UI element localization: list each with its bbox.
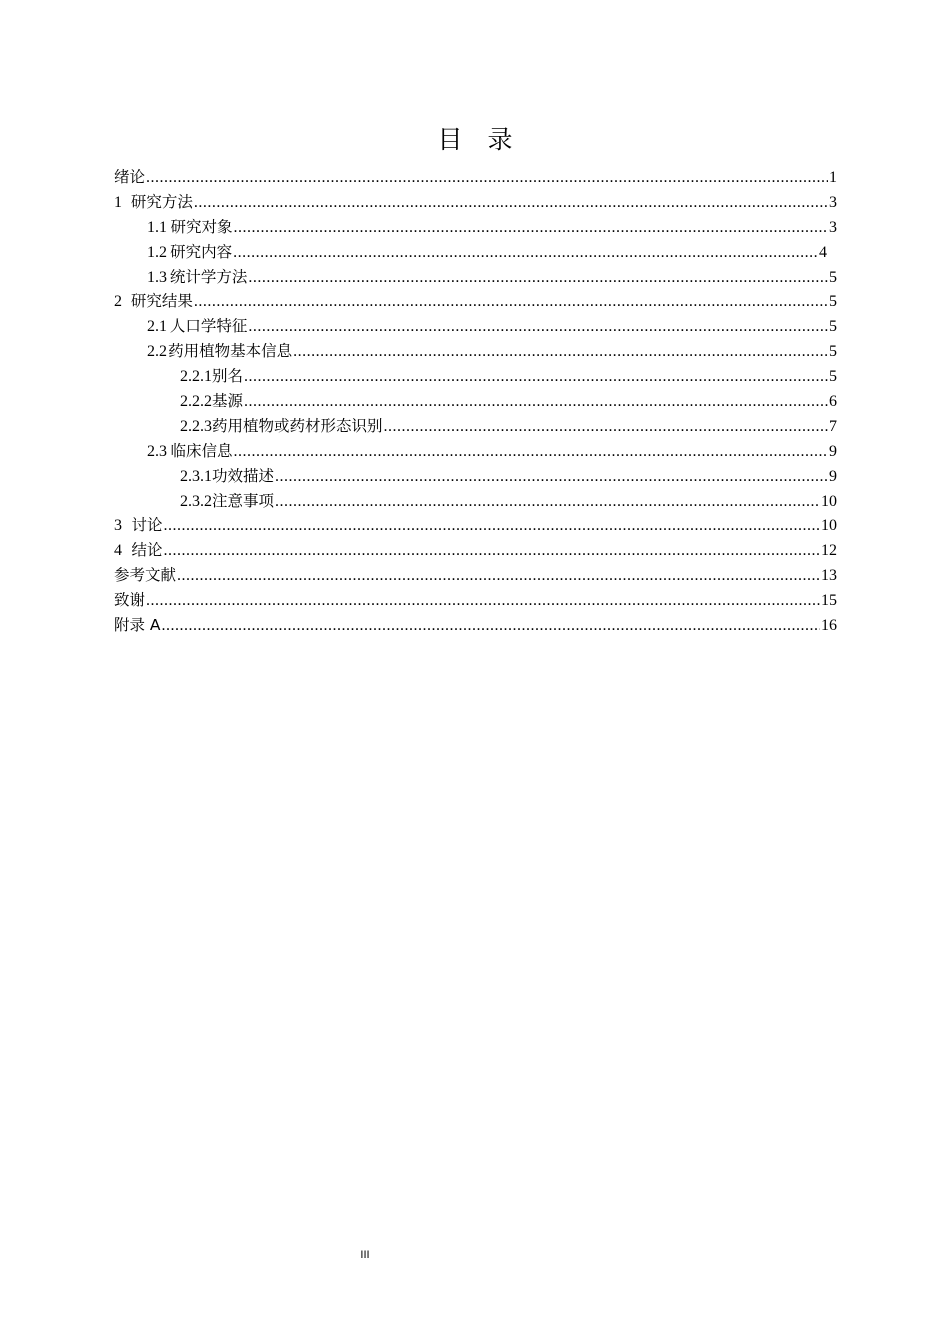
toc-entry-1-3[interactable] bbox=[114, 265, 837, 290]
toc-entry-text: 研究方法 bbox=[130, 192, 193, 211]
toc-entry-text: 研究对象 bbox=[170, 217, 233, 236]
toc-entry-page: 5 bbox=[829, 343, 837, 361]
toc-leader-dots bbox=[233, 241, 818, 266]
toc-entry-text: 研究结果 bbox=[130, 292, 193, 311]
toc-list bbox=[114, 165, 837, 638]
toc-entry-2[interactable] bbox=[114, 289, 837, 314]
toc-entry-number: 1.2 bbox=[147, 243, 167, 261]
toc-leader-dots bbox=[293, 340, 828, 365]
toc-leader-dots bbox=[248, 315, 828, 340]
toc-entry-text: 附录 A bbox=[114, 616, 161, 635]
toc-entry-number: 2.3.2 bbox=[180, 492, 212, 510]
toc-entry-2-3-2[interactable] bbox=[114, 489, 837, 514]
toc-entry-page: 5 bbox=[829, 368, 837, 386]
toc-leader-dots bbox=[164, 514, 821, 539]
toc-entry-text: 绪论 bbox=[114, 168, 146, 186]
toc-entry-text: 研究内容 bbox=[170, 242, 233, 261]
toc-entry-number: 1 bbox=[114, 193, 122, 211]
toc-leader-dots bbox=[233, 216, 828, 241]
toc-title: 目 录 bbox=[437, 125, 513, 154]
toc-entry-page: 13 bbox=[821, 567, 837, 585]
toc-entry-text: 临床信息 bbox=[170, 441, 233, 460]
toc-entry-page: 5 bbox=[829, 293, 837, 311]
toc-entry-page: 3 bbox=[829, 218, 837, 236]
toc-entry-page: 5 bbox=[829, 318, 837, 336]
toc-leader-dots bbox=[248, 266, 828, 291]
toc-entry-number: 2.2.1 bbox=[180, 368, 212, 386]
toc-entry-text: 药用植物或药材形态识别 bbox=[212, 416, 383, 435]
toc-leader-dots bbox=[164, 539, 821, 564]
toc-entry-2-2-2[interactable] bbox=[114, 389, 837, 414]
toc-leader-dots bbox=[146, 589, 820, 614]
toc-entry-text: 结论 bbox=[131, 541, 163, 560]
toc-entry-text: 基源 bbox=[212, 392, 244, 411]
toc-entry-number: 2.3.1 bbox=[180, 467, 212, 485]
toc-entry-1-2[interactable] bbox=[114, 240, 837, 265]
toc-leader-dots bbox=[177, 564, 820, 589]
toc-leader-dots bbox=[384, 415, 828, 440]
toc-entry-page: 7 bbox=[829, 417, 837, 435]
toc-entry-2-2[interactable] bbox=[114, 339, 837, 364]
toc-entry-references[interactable] bbox=[114, 563, 837, 588]
toc-entry-text: 统计学方法 bbox=[169, 267, 248, 286]
toc-entry-4[interactable] bbox=[114, 538, 837, 563]
toc-entry-text: 注意事项 bbox=[212, 491, 275, 510]
toc-leader-dots bbox=[244, 390, 828, 415]
toc-entry-text: 别名 bbox=[212, 367, 244, 386]
toc-entry-number: 2.1 bbox=[147, 318, 167, 336]
toc-leader-dots bbox=[194, 290, 828, 315]
toc-entry-page: 10 bbox=[821, 492, 837, 510]
toc-entry-page: 6 bbox=[829, 393, 837, 411]
toc-leader-dots bbox=[275, 465, 828, 490]
toc-entry-text: 参考文献 bbox=[114, 566, 177, 585]
toc-leader-dots bbox=[233, 440, 828, 465]
toc-entry-number: 2 bbox=[114, 293, 122, 311]
toc-entry-page: 16 bbox=[821, 617, 837, 635]
toc-entry-text: 功效描述 bbox=[212, 466, 275, 485]
toc-entry-page: 1 bbox=[829, 169, 837, 186]
toc-entry-text: 讨论 bbox=[131, 516, 163, 535]
toc-leader-dots bbox=[194, 191, 828, 216]
toc-entry-appendix-a[interactable] bbox=[114, 613, 837, 638]
toc-entry-number: 1.3 bbox=[147, 268, 167, 286]
toc-entry-2-2-1[interactable] bbox=[114, 364, 837, 389]
toc-entry-intro[interactable] bbox=[114, 165, 837, 190]
toc-entry-3[interactable] bbox=[114, 513, 837, 538]
toc-leader-dots bbox=[146, 166, 828, 191]
toc-entry-number: 3 bbox=[114, 517, 122, 535]
toc-leader-dots bbox=[275, 490, 820, 515]
toc-entry-number: 2.2 bbox=[147, 343, 167, 361]
toc-entry-2-3-1[interactable] bbox=[114, 464, 837, 489]
toc-entry-1[interactable] bbox=[114, 190, 837, 215]
toc-entry-page: 12 bbox=[821, 542, 837, 560]
toc-entry-page: 15 bbox=[821, 592, 837, 610]
toc-leader-dots bbox=[244, 365, 828, 390]
toc-entry-page: 4 bbox=[819, 243, 827, 261]
toc-entry-2-1[interactable] bbox=[114, 314, 837, 339]
toc-entry-number: 1.1 bbox=[147, 218, 167, 236]
toc-entry-acknowledgements[interactable] bbox=[114, 588, 837, 613]
toc-entry-text: 人口学特征 bbox=[169, 317, 248, 336]
toc-entry-number: 4 bbox=[114, 542, 122, 560]
toc-entry-page: 10 bbox=[821, 517, 837, 535]
toc-entry-2-2-3[interactable] bbox=[114, 414, 837, 439]
toc-entry-text: 致谢 bbox=[114, 591, 146, 610]
toc-entry-number: 2.2.3 bbox=[180, 417, 212, 435]
toc-entry-number: 2.3 bbox=[147, 442, 167, 460]
toc-leader-dots bbox=[162, 614, 820, 639]
toc-entry-text: 药用植物基本信息 bbox=[168, 342, 293, 361]
toc-entry-number: 2.2.2 bbox=[180, 393, 212, 411]
toc-entry-page: 3 bbox=[829, 193, 837, 211]
page-number: III bbox=[360, 1249, 370, 1261]
toc-entry-page: 9 bbox=[829, 467, 837, 485]
toc-entry-page: 9 bbox=[829, 442, 837, 460]
toc-entry-1-1[interactable] bbox=[114, 215, 837, 240]
toc-entry-2-3[interactable] bbox=[114, 439, 837, 464]
toc-entry-page: 5 bbox=[829, 268, 837, 286]
